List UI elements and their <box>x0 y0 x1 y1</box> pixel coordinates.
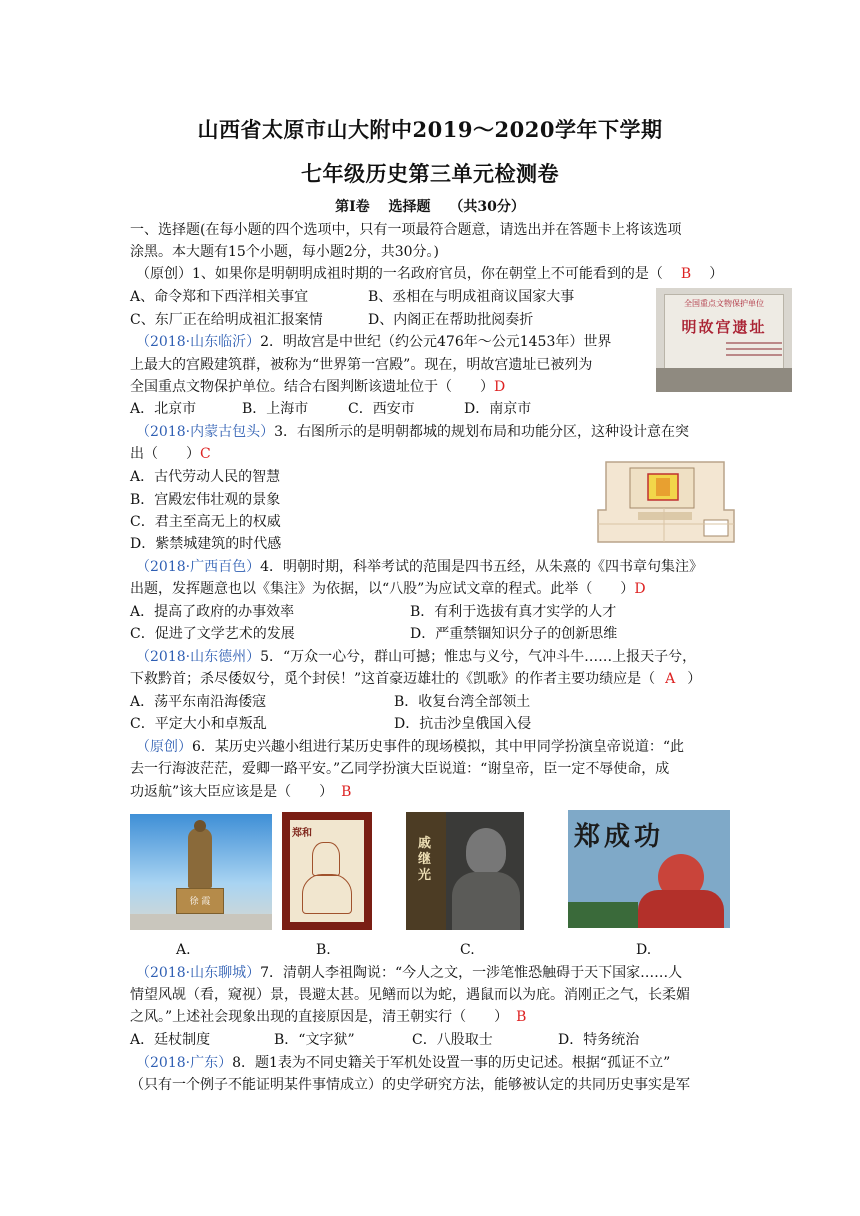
q3-option-d: D．紫禁城建筑的时代感 <box>130 536 282 552</box>
exam-title-line2: 七年级历史第三单元检测卷 <box>301 161 559 186</box>
q6-label-d: D. <box>636 942 652 958</box>
q4-option-c: C．促进了文学艺术的发展 <box>130 626 295 642</box>
question-2-line3 <box>130 376 505 398</box>
q3-answer: C <box>200 446 211 462</box>
question-5-line2 <box>130 668 701 690</box>
q5-source: （2018·山东德州） <box>136 649 261 665</box>
q3-source: （2018·内蒙古包头） <box>136 424 275 440</box>
portrait-image-c <box>406 812 524 930</box>
q1-option-b: B、丞相在与明成祖商议国家大事 <box>368 289 575 305</box>
q7-option-b: B．“文字狱” <box>274 1032 355 1048</box>
q8-stem2: （只有一个例子不能证明某件事情成立）的史学研究方法，能够被认定的共同历史事实是军 <box>130 1077 690 1093</box>
q6-stem3: 功返航”该大臣应该是是（ ） <box>130 784 334 800</box>
q5-option-b: B．收复台湾全部领土 <box>394 694 531 710</box>
q4-option-b: B．有利于选拔有真才实学的人才 <box>410 604 617 620</box>
q1-stem: 1、如果你是明朝明成祖时期的一名政府官员，你在朝堂上不可能看到的是（ <box>192 266 663 282</box>
painting-d-title: 郑成功 <box>574 822 665 852</box>
q8-stem1: 8．题1表为不同史籍关于军机处设置一事的历史记述。根据“孤证不立” <box>232 1055 671 1071</box>
q7-stem1: 7．清朝人李祖陶说：“今人之文，一涉笔惟恐触碍于天下国家……人 <box>260 965 683 981</box>
ming-palace-plaque-image <box>656 288 792 392</box>
q2-option-c: C．西安市 <box>348 401 415 417</box>
q1-answer: B <box>680 266 692 282</box>
q3-stem2: 出（ ） <box>130 446 200 462</box>
q7-source: （2018·山东聊城） <box>136 965 261 981</box>
q2-option-a: A．北京市 <box>130 401 197 417</box>
q5-answer: A <box>665 671 676 687</box>
q2-option-d: D．南京市 <box>464 401 532 417</box>
statue-image-a <box>130 814 272 930</box>
q2-stem2: 上最大的宫殿建筑群，被称为“世界第一宫殿”。现在，明故宫遗址已被列为 <box>130 357 593 373</box>
exam-title-line1: 山西省太原市山大附中2019～2020学年下学期 <box>197 117 663 142</box>
question-3-line1 <box>136 421 689 443</box>
question-6-line3 <box>130 781 351 803</box>
painting-image-d <box>568 810 730 928</box>
instructions-line1: 一、选择题(在每小题的四个选项中，只有一项最符合题意，请选出并在答题卡上将该选项 <box>130 222 682 238</box>
question-4-line2 <box>130 578 646 600</box>
q4-option-a: A．提高了政府的办事效率 <box>130 604 295 620</box>
portrait-image-b <box>282 812 372 930</box>
q6-stem2: 去一行海波茫茫，爱卿一路平安。”乙同学扮演大臣说道：“谢皇帝，臣一定不辱使命，成 <box>130 761 670 777</box>
q4-stem1: 4．明朝时期，科举考试的范围是四书五经，从朱熹的《四书章句集注》 <box>260 559 703 575</box>
q1-option-c: C、东厂正在给明成祖汇报案情 <box>130 312 323 328</box>
q2-answer: D <box>494 379 506 395</box>
q4-stem2: 出题，发挥题意也以《集注》为依据，以“八股”为应试文章的程式。此举（ ） <box>130 581 635 597</box>
q3-option-c: C．君主至高无上的权威 <box>130 514 281 530</box>
q8-source: （2018·广东） <box>136 1055 233 1071</box>
q1-close: ） <box>709 266 724 282</box>
q7-answer: B <box>516 1009 527 1025</box>
q1-option-a: A、命令郑和下西洋相关事宜 <box>130 289 309 305</box>
q6-label-a: A. <box>176 942 191 958</box>
q5-option-d: D．抗击沙皇俄国入侵 <box>394 716 532 732</box>
portrait-b-label: 郑和 <box>292 828 312 839</box>
question-7-line3 <box>130 1006 526 1028</box>
q2-source: （2018·山东临沂） <box>136 334 261 350</box>
q3-option-b: B．宫殿宏伟壮观的景象 <box>130 492 281 508</box>
q1-source: （原创） <box>136 266 192 282</box>
q5-stem2: 下救黔首；杀尽倭奴兮，觅个封侯！”这首豪迈雄壮的《凯歌》的作者主要功绩应是（ <box>130 671 656 687</box>
q7-stem3: 之风。”上述社会现象出现的直接原因是，清王朝实行（ ） <box>130 1009 509 1025</box>
plaque-name-text: 明故宫遗址 <box>681 318 767 336</box>
q5-option-a: A．荡平东南沿海倭寇 <box>130 694 267 710</box>
question-8-line1 <box>136 1052 670 1074</box>
portrait-c-label: 戚继光 <box>418 836 432 883</box>
q3-stem1: 3．右图所示的是明朝都城的规划布局和功能分区，这种设计意在突 <box>274 424 689 440</box>
q7-option-d: D．特务统治 <box>558 1032 640 1048</box>
question-4-line1 <box>136 556 703 578</box>
q7-option-a: A．廷杖制度 <box>130 1032 211 1048</box>
question-1 <box>136 263 723 285</box>
instructions-line2: 涂黑。本大题有15个小题，每小题2分，共30分。) <box>130 244 439 260</box>
q6-source: （原创） <box>136 739 192 755</box>
q5-stem1: 5．“万众一心兮，群山可撼；惟忠与义兮，气冲斗牛……上报天子兮， <box>260 649 697 665</box>
q2-stem3: 全国重点文物保护单位。结合右图判断该遗址位于（ ） <box>130 379 494 395</box>
question-2-line1 <box>136 331 611 353</box>
q6-answer: B <box>341 784 352 800</box>
q5-close: ） <box>687 671 702 687</box>
q7-option-c: C．八股取士 <box>412 1032 493 1048</box>
q4-source: （2018·广西百色） <box>136 559 261 575</box>
q2-option-b: B．上海市 <box>242 401 309 417</box>
q2-stem1: 2．明故宫是中世纪（约公元476年～公元1453年）世界 <box>260 334 612 350</box>
question-7-line1 <box>136 962 682 984</box>
question-3-line2 <box>130 443 211 465</box>
ming-capital-map-image <box>594 458 736 544</box>
q3-option-a: A．古代劳动人民的智慧 <box>130 469 281 485</box>
q7-stem2: 情望风觇（看，窥视）景，畏避太甚。见鳝而以为蛇，遇鼠而以为庇。消刚正之气，长柔媚 <box>130 987 690 1003</box>
q1-option-d: D、内阁正在帮助批阅奏折 <box>368 312 534 328</box>
q6-label-b: B. <box>316 942 331 958</box>
q6-label-c: C. <box>460 942 475 958</box>
q4-answer: D <box>634 581 646 597</box>
question-6-line1 <box>136 736 684 758</box>
question-5-line1 <box>136 646 696 668</box>
q6-stem1: 6．某历史兴趣小组进行某历史事件的现场模拟，其中甲同学扮演皇帝说道：“此 <box>192 739 685 755</box>
q5-option-c: C．平定大小和卓叛乱 <box>130 716 267 732</box>
section-heading: 第Ⅰ卷 选择题 （共30分） <box>335 199 525 215</box>
plaque-top-text: 全国重点文物保护单位 <box>684 299 764 308</box>
statue-a-inscription: 徐 霞 <box>189 897 211 907</box>
q4-option-d: D．严重禁锢知识分子的创新思维 <box>410 626 618 642</box>
